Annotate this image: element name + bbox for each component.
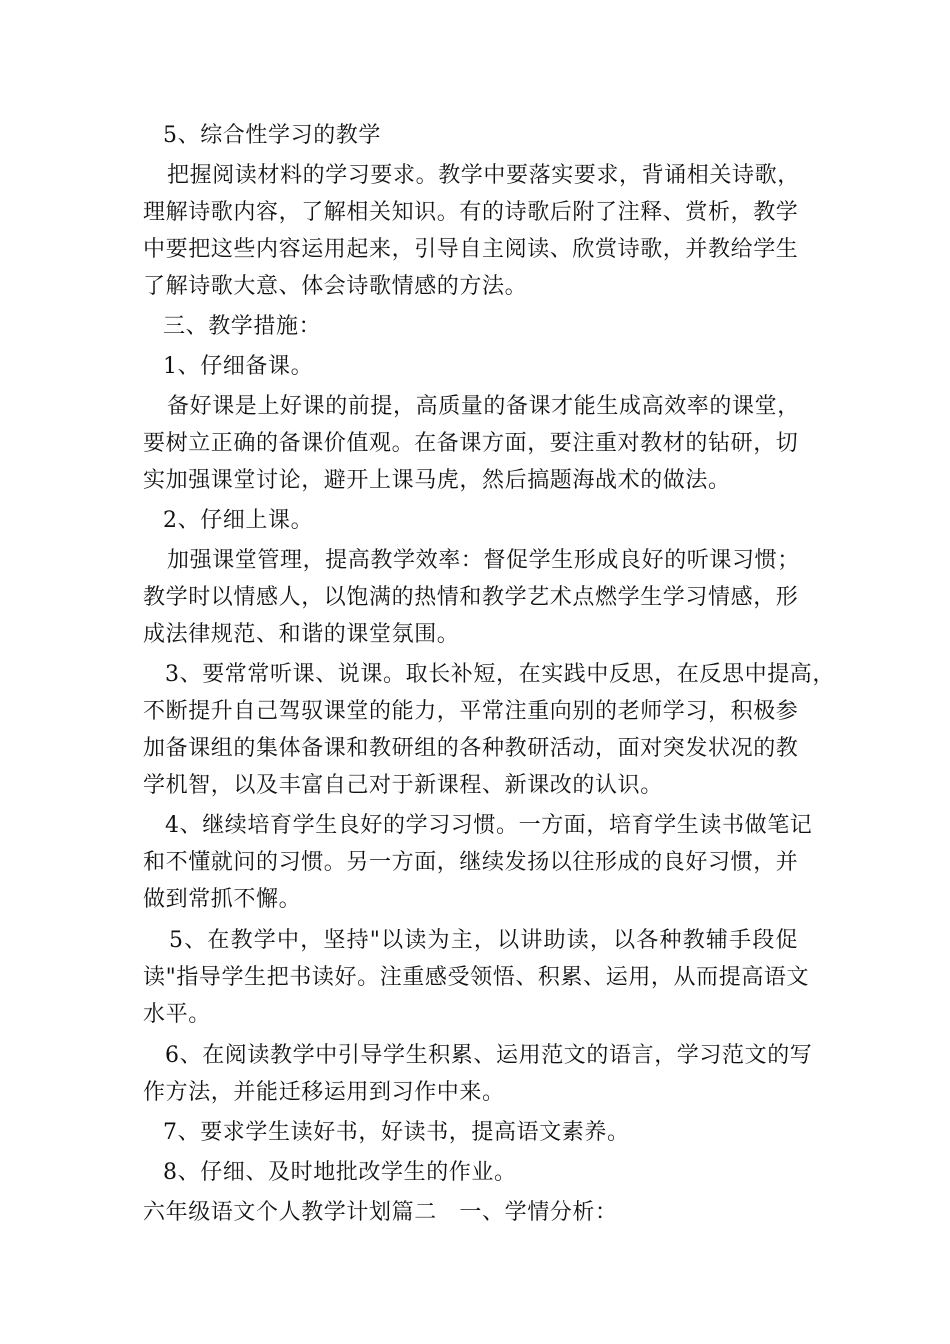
paragraph-line: 把握阅读材料的学习要求。教学中要落实要求，背诵相关诗歌，	[167, 163, 800, 188]
paragraph-line: 要树立正确的备课价值观。在备课方面，要注重对教材的钻研，切	[143, 431, 799, 456]
list-item-paragraph: 3、要常常听课、说课。取长补短，在实践中反思，在反思中提高，	[165, 662, 835, 687]
paragraph-line: 教学时以情感人，以饱满的热情和教学艺术点燃学生学习情感，形	[143, 585, 799, 610]
paragraph-line: 水平。	[143, 1002, 211, 1027]
paragraph-line: 实加强课堂讨论，避开上课马虎，然后搞题海战术的做法。	[143, 468, 731, 493]
paragraph-line: 作方法，并能迁移运用到习作中来。	[143, 1080, 505, 1105]
paragraph-line: 加强课堂管理，提高教学效率：督促学生形成良好的听课习惯；	[167, 548, 800, 573]
list-item-paragraph: 4、继续培育学生良好的学习习惯。一方面，培育学生读书做笔记	[165, 813, 813, 838]
paragraph-line: 成法律规范、和谐的课堂氛围。	[143, 622, 460, 647]
paragraph-line: 了解诗歌大意、体会诗歌情感的方法。	[143, 274, 528, 299]
paragraph-line: 理解诗歌内容，了解相关知识。有的诗歌后附了注释、赏析，教学	[143, 200, 799, 225]
section-heading-teaching-measures: 三、教学措施：	[163, 314, 322, 339]
list-item-paragraph: 8、仔细、及时地批改学生的作业。	[163, 1160, 517, 1185]
list-item-heading: 1、仔细备课。	[163, 354, 314, 379]
paragraph-line: 不断提升自己驾驭课堂的能力，平常注重向别的老师学习，积极参	[143, 699, 799, 724]
paragraph-line: 学机智，以及丰富自己对于新课程、新课改的认识。	[143, 773, 663, 798]
chapter-title-line: 六年级语文个人教学计划篇二 一、学情分析：	[143, 1200, 618, 1225]
paragraph-line: 备好课是上好课的前提，高质量的备课才能生成高效率的课堂，	[167, 394, 800, 419]
list-item-paragraph: 7、要求学生读好书，好读书，提高语文素养。	[163, 1120, 630, 1145]
section-heading-comprehensive-learning: 5、综合性学习的教学	[163, 123, 381, 148]
list-item-paragraph: 5、在教学中，坚持"以读为主，以讲助读，以各种教辅手段促	[169, 928, 799, 953]
paragraph-line: 加备课组的集体备课和教研组的各种教研活动，面对突发状况的教	[143, 736, 799, 761]
list-item-heading: 2、仔细上课。	[163, 508, 314, 533]
paragraph-line: 读"指导学生把书读好。注重感受领悟、积累、运用，从而提高语文	[143, 965, 810, 990]
list-item-paragraph: 6、在阅读教学中引导学生积累、运用范文的语言，学习范文的写	[165, 1043, 813, 1068]
paragraph-line: 中要把这些内容运用起来，引导自主阅读、欣赏诗歌，并教给学生	[143, 237, 799, 262]
document-body	[143, 117, 835, 1231]
paragraph-line: 和不懂就问的习惯。另一方面，继续发扬以往形成的良好习惯，并	[143, 850, 799, 875]
paragraph-line: 做到常抓不懈。	[143, 887, 302, 912]
